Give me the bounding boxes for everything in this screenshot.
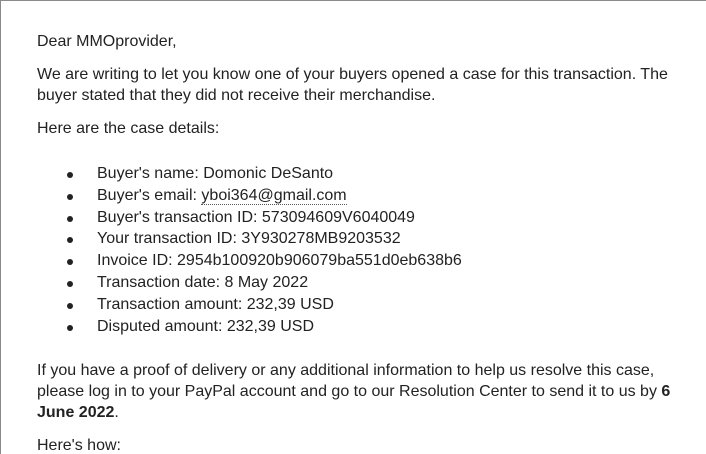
- closing-period: .: [114, 404, 119, 422]
- email-closing: [37, 360, 697, 423]
- bullet-icon: [67, 172, 73, 178]
- buyer-email-label: Buyer's email:: [97, 186, 202, 204]
- email-body: [37, 31, 697, 454]
- list-item-invoice-id: [37, 250, 697, 272]
- bullet-icon: [67, 281, 73, 287]
- bullet-icon: [67, 194, 73, 200]
- bullet-icon: [67, 303, 73, 309]
- bullet-icon: [67, 216, 73, 222]
- list-item-buyer-transaction-id: [37, 207, 697, 229]
- list-item-disputed-amount: [37, 316, 697, 338]
- invoice-id-label: Invoice ID:: [97, 252, 178, 270]
- how-to-heading: Here's how:: [37, 437, 121, 454]
- list-item-buyer-email: [37, 185, 697, 207]
- bullet-icon: [67, 325, 73, 331]
- list-item-buyer-name: [37, 163, 697, 185]
- email-greeting: Dear MMOprovider,: [37, 33, 177, 50]
- disputed-amount-value: 232,39 USD: [226, 317, 315, 335]
- buyer-email-link[interactable]: yboi364@gmail.com: [201, 186, 347, 204]
- bullet-icon: [67, 237, 73, 243]
- closing-deadline: 6 June 2022: [37, 383, 671, 422]
- buyer-transaction-id-label: Buyer's transaction ID:: [97, 208, 262, 226]
- list-item-transaction-amount: [37, 294, 697, 316]
- closing-text: If you have a proof of delivery or any additional information to help us resolve this case, please log in to your PayPal account and go to our Resolution Center to send it to us by: [37, 362, 662, 401]
- buyer-name-value: Domonic DeSanto: [203, 165, 334, 182]
- bullet-icon: [67, 259, 73, 265]
- transaction-amount-value: 232,39 USD: [246, 295, 334, 313]
- email-intro: We are writing to let you know one of your buyers opened a case for this transaction. The buyer stated that they did not receive their merchandise.: [37, 66, 668, 104]
- transaction-amount-label: Transaction amount:: [97, 295, 247, 313]
- your-transaction-id-value: 3Y930278MB9203532: [241, 230, 401, 248]
- transaction-date-value: 8 May 2022: [224, 273, 309, 291]
- invoice-id-value: 2954b100920b906079ba551d0eb638b6: [177, 252, 462, 270]
- case-details-heading: Here are the case details:: [37, 120, 220, 137]
- case-details-list: [37, 151, 697, 337]
- buyer-name-label: Buyer's name:: [97, 165, 204, 182]
- window-top-border: [0, 0, 706, 1]
- buyer-transaction-id-value: 573094609V6040049: [261, 208, 415, 226]
- transaction-date-label: Transaction date:: [97, 273, 225, 291]
- list-item-transaction-date: [37, 272, 697, 294]
- your-transaction-id-label: Your transaction ID:: [97, 230, 242, 248]
- list-item-your-transaction-id: [37, 228, 697, 250]
- window-left-border: [0, 0, 1, 454]
- disputed-amount-label: Disputed amount:: [97, 317, 227, 335]
